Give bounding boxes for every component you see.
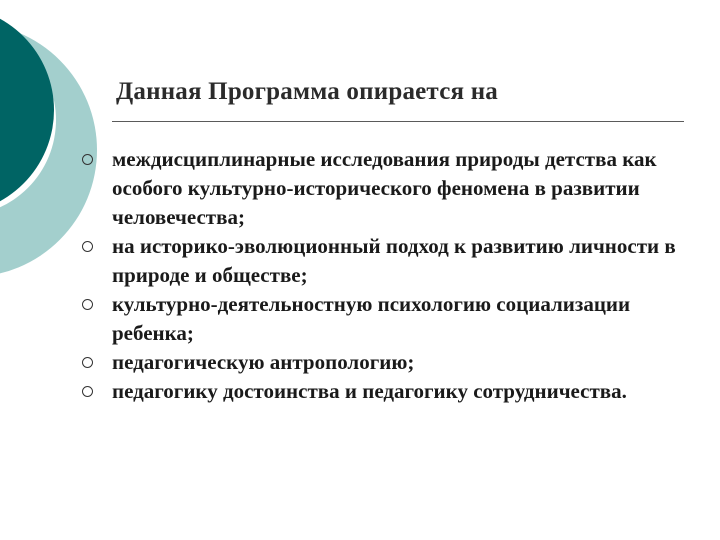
circle-bullet-icon: [82, 299, 93, 310]
list-item: [80, 232, 680, 290]
list-item-text: междисциплинарные исследования природы детства как особого культурно-исторического феномена в развитии человечества;: [112, 147, 657, 229]
circle-bullet-icon: [82, 357, 93, 368]
circle-bullet-icon: [82, 241, 93, 252]
list-item: [80, 290, 680, 348]
list-item: [80, 145, 680, 232]
list-item: [80, 348, 680, 377]
bullet-list: [80, 145, 680, 406]
circle-bullet-icon: [82, 386, 93, 397]
list-item-text: педагогическую антропологию;: [112, 350, 415, 374]
list-item: [80, 377, 680, 406]
list-item-text: культурно-деятельностную психологию социализации ребенка;: [112, 292, 631, 345]
title-underline: [112, 121, 684, 122]
list-item-text: на историко-эволюционный подход к развитию личности в природе и обществе;: [112, 234, 676, 287]
slide-title: Данная Программа опирается на: [116, 78, 498, 105]
list-item-text: педагогику достоинства и педагогику сотрудничества.: [112, 379, 627, 403]
circle-bullet-icon: [82, 154, 93, 165]
